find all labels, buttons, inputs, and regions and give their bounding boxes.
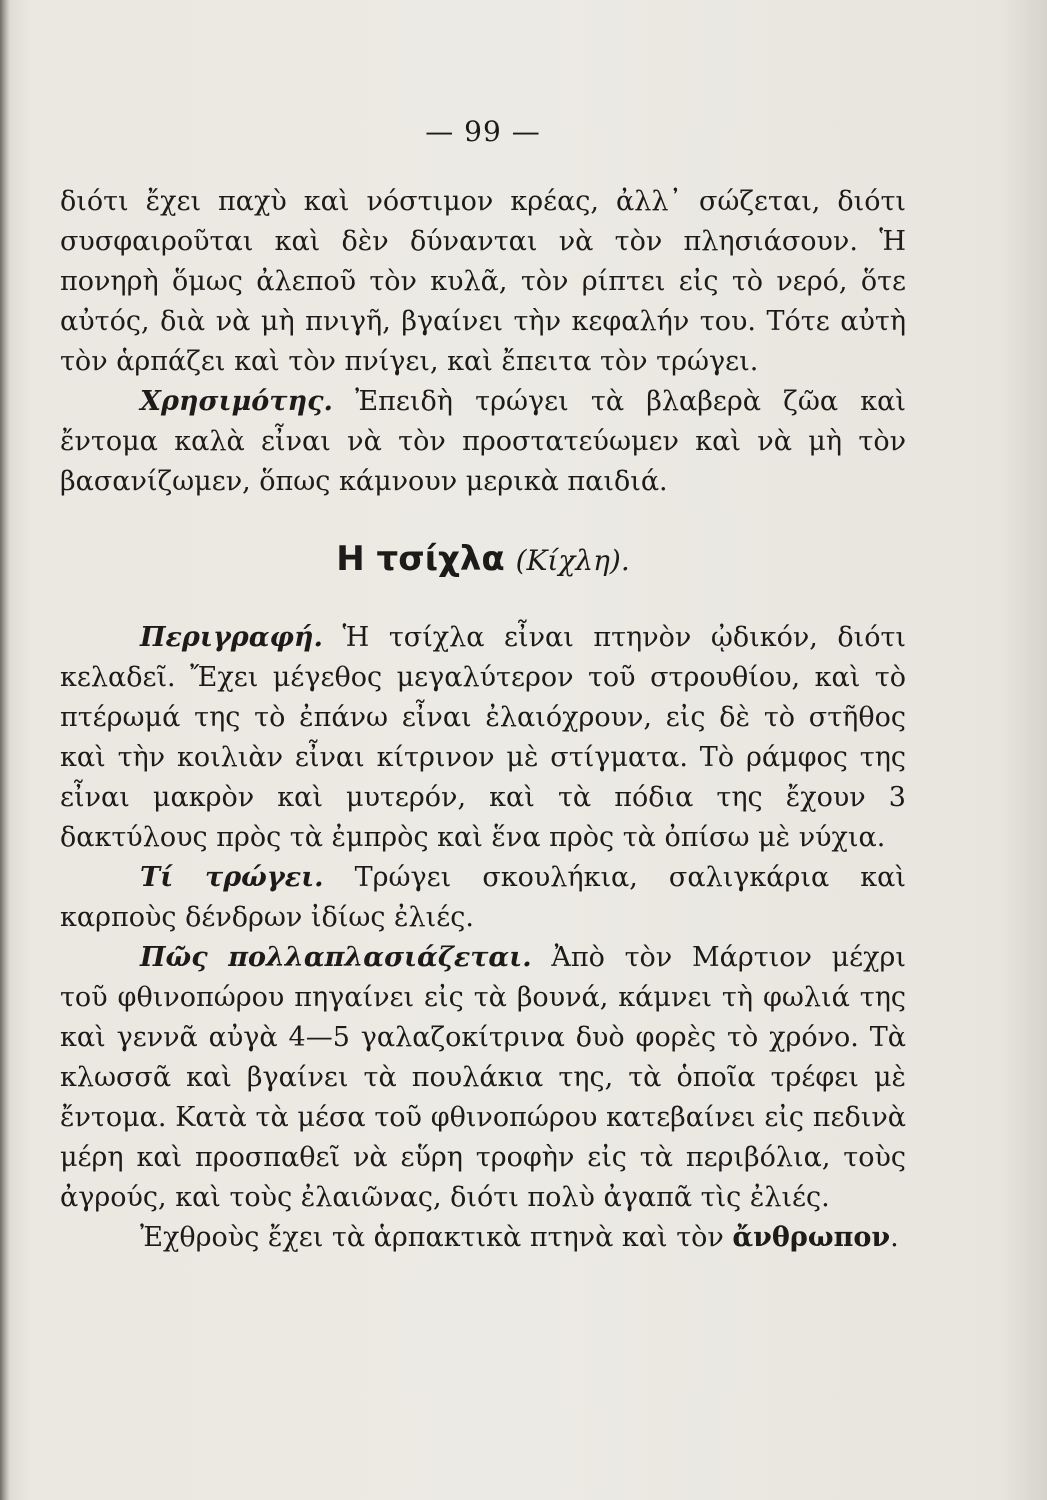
usefulness-heading: Χρησιμότης. [140,386,333,417]
paragraph-usefulness [60,382,906,502]
paragraph-description [60,618,906,858]
usefulness-text: Ἐπειδὴ τρώγει τὰ βλαβερὰ ζῶα καὶ ἔντομα καλὰ εἶναι νὰ τὸν προστατεύωμεν καὶ νὰ μὴ τὸν βασανίζωμεν, ὅπως κάμνουν μερικὰ παιδιά. [60,386,906,497]
section-title [60,536,906,584]
page-number: — 99 — [425,115,541,148]
section-title-name: Η τσίχλα [336,539,505,579]
diet-heading: Τί τρώγει. [140,862,324,893]
reproduction-text: Ἀπὸ τὸν Μάρτιον μέχρι τοῦ φθινοπώρου πηγαίνει εἰς τὰ βουνά, κάμνει τὴ φωλιά της καὶ γεννᾶ αὐγὰ 4—5 γαλαζοκίτρινα δυὸ φορὲς τὸ χρόνο. Τὰ κλωσσᾶ καὶ βγαίνει τὰ πουλάκια της, τὰ ὁποῖα τρέφει μὲ ἔντομα. Κατὰ τὰ μέσα τοῦ φθινοπώρου κατεβαίνει εἰς πεδινὰ μέρη καὶ προσπαθεῖ νὰ εὕρη τροφὴν εἰς τὰ περιβόλια, τοὺς ἀγρούς, καὶ τοὺς ἐλαιῶνας, διότι πολὺ ἀγαπᾶ τὶς ἐλιές. [60,942,906,1213]
description-heading: Περιγραφή. [140,622,323,653]
paragraph-diet [60,858,906,938]
paragraph-reproduction [60,938,906,1218]
paragraph-enemies [60,1218,906,1258]
page-shadow-edge [0,0,10,1500]
enemies-bold-word: ἄνθρωπον [732,1222,891,1253]
diet-text: Τρώγει σκουλήκια, σαλιγκάρια καὶ καρποὺς δένδρων ἰδίως ἐλιές. [60,862,906,933]
reproduction-heading: Πῶς πολλαπλασιάζεται. [140,942,532,973]
section-title-scientific: (Κίχλη). [515,544,630,577]
paragraph-intro: διότι ἔχει παχὺ καὶ νόστιμον κρέας, ἀλλ᾽ σώζεται, διότι συσφαιροῦται καὶ δὲν δύνανται νὰ τὸν πλησιάσουν. Ἡ πονηρὴ ὅμως ἀλεποῦ τὸν κυλᾶ, τὸν ρίπτει εἰς τὸ νερό, ὅτε αὐτός, διὰ νὰ μὴ πνιγῆ, βγαίνει τὴν κεφαλήν του. Τότε αὐτὴ τὸν ἁρπάζει καὶ τὸν πνίγει, καὶ ἔπειτα τὸν τρώγει. [60,186,906,377]
text-block [60,110,906,1258]
enemies-end: . [890,1222,899,1253]
enemies-text: Ἐχθροὺς ἔχει τὰ ἁρπακτικὰ πτηνὰ καὶ τὸν [140,1222,733,1253]
description-text: Ἡ τσίχλα εἶναι πτηνὸν ᾠδικόν, διότι κελαδεῖ. Ἔχει μέγεθος μεγαλύτερον τοῦ στρουθίου, καὶ τὸ πτέρωμά της τὸ ἐπάνω εἶναι ἐλαιόχρουν, εἰς δὲ τὸ στῆθος καὶ τὴν κοιλιὰν εἶναι κίτρινον μὲ στίγματα. Τὸ ράμφος της εἶναι μακρὸν καὶ μυτερόν, καὶ τὰ πόδια της ἔχουν 3 δακτύλους πρὸς τὰ ἐμπρὸς καὶ ἕνα πρὸς τὰ ὀπίσω μὲ νύχια. [60,622,906,853]
